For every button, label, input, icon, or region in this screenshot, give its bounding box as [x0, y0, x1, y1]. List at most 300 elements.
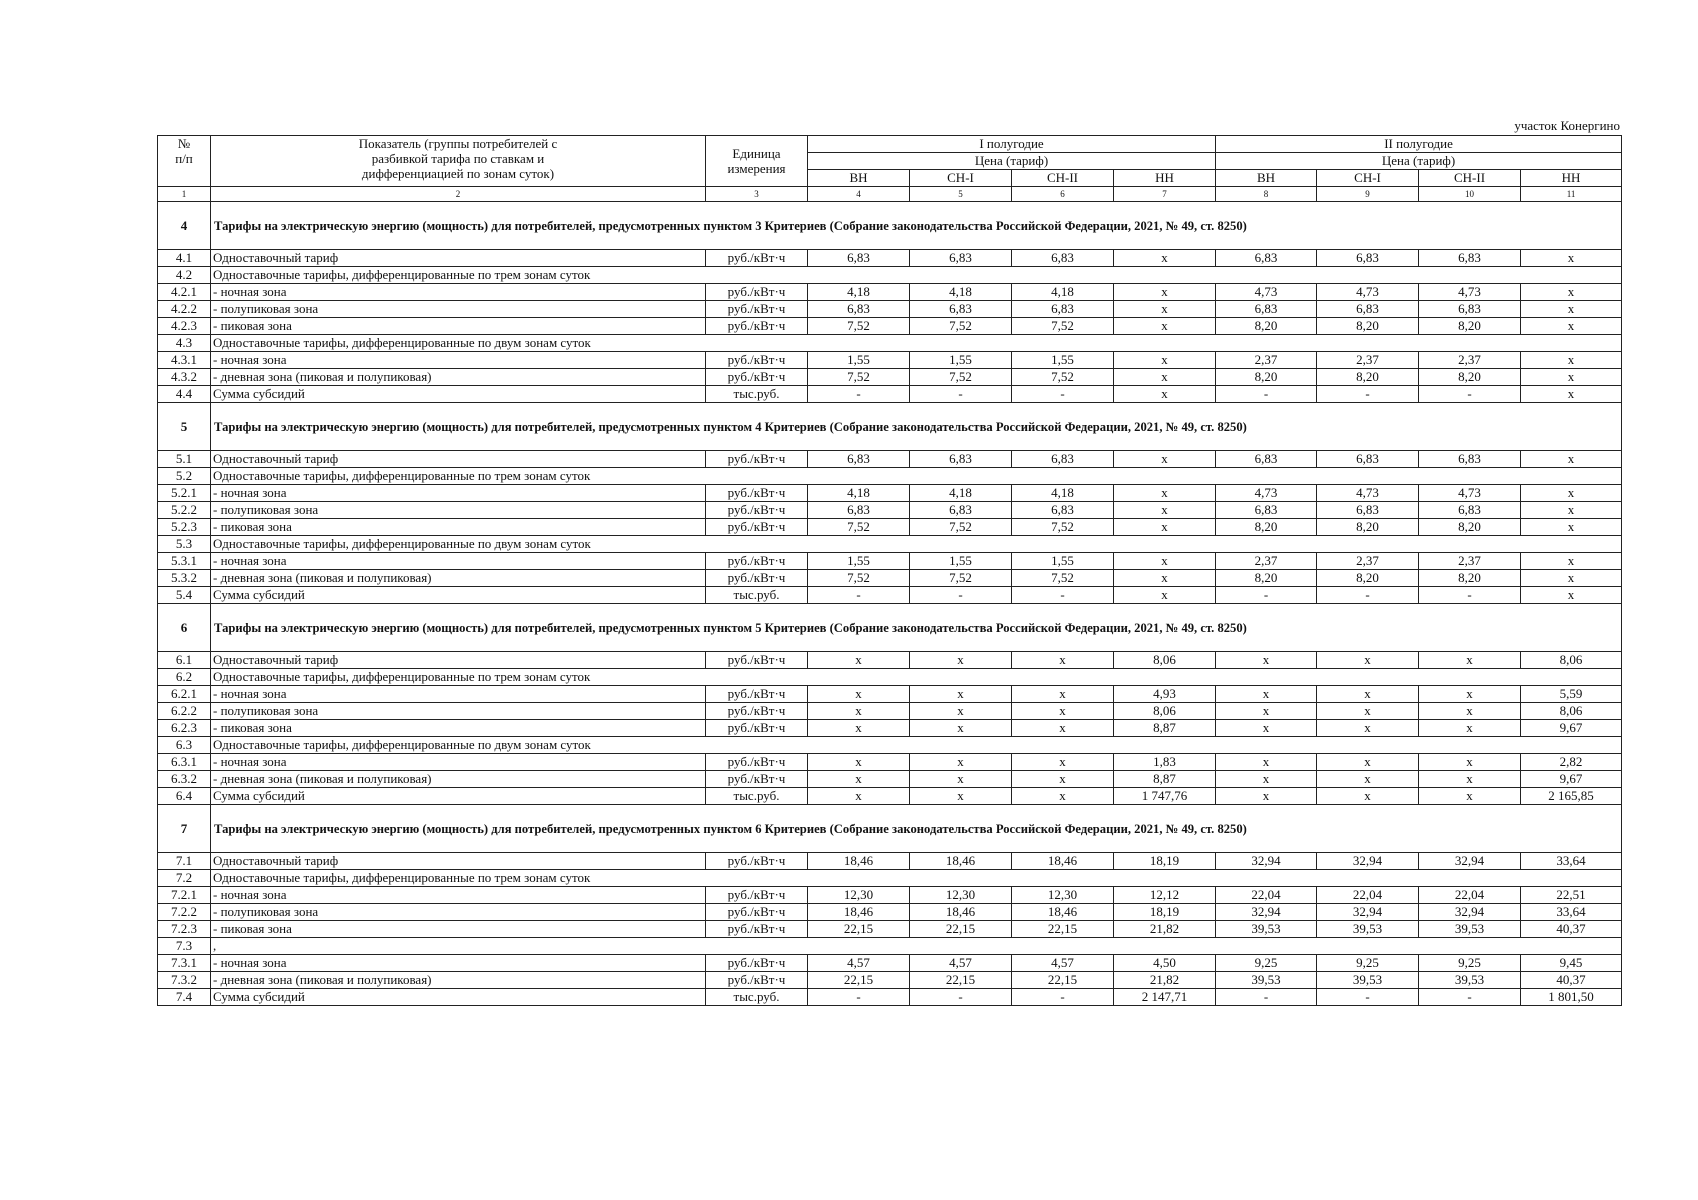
row-number: 4.4 — [158, 386, 211, 403]
value-cell: x — [1521, 250, 1622, 267]
value-cell: 9,67 — [1521, 720, 1622, 737]
value-cell: 4,73 — [1317, 485, 1419, 502]
section-number: 7 — [158, 805, 211, 853]
subheading-label: Одноставочные тарифы, дифференцированные по трем зонам суток — [211, 669, 1622, 686]
value-cell: 12,12 — [1114, 887, 1216, 904]
row-label: - ночная зона — [211, 686, 706, 703]
row-label: - полупиковая зона — [211, 301, 706, 318]
header-indicator: Показатель (группы потребителей с разбивкой тарифа по ставкам и дифференциацией по зонам суток) — [211, 136, 706, 187]
value-cell: 8,20 — [1317, 570, 1419, 587]
row-number: 7.1 — [158, 853, 211, 870]
location-label: участок Конергино — [1514, 118, 1620, 133]
row-number: 5.2.1 — [158, 485, 211, 502]
tariff-table — [157, 135, 1622, 1006]
row-number: 6.4 — [158, 788, 211, 805]
value-cell: 32,94 — [1419, 853, 1521, 870]
row-number: 4.2.3 — [158, 318, 211, 335]
value-cell: 6,83 — [1216, 502, 1317, 519]
row-unit: руб./кВт·ч — [706, 686, 808, 703]
table-row — [158, 989, 1622, 1006]
table-row — [158, 788, 1622, 805]
value-cell: 22,15 — [910, 972, 1012, 989]
section-title: Тарифы на электрическую энергию (мощность) для потребителей, предусмотренных пунктом 5 Критериев (Собрание законодательства Российской Федерации, 2021, № 49, ст. 8250) — [211, 604, 1622, 652]
row-number: 6.2 — [158, 669, 211, 686]
value-cell: x — [910, 771, 1012, 788]
table-row — [158, 386, 1622, 403]
header-level: СН-II — [1012, 170, 1114, 187]
row-label: - полупиковая зона — [211, 502, 706, 519]
value-cell: 8,06 — [1521, 703, 1622, 720]
value-cell: x — [1216, 652, 1317, 669]
value-cell: 2,37 — [1317, 553, 1419, 570]
value-cell: 7,52 — [910, 519, 1012, 536]
value-cell: 9,25 — [1317, 955, 1419, 972]
row-unit: руб./кВт·ч — [706, 972, 808, 989]
table-row — [158, 703, 1622, 720]
value-cell: 22,04 — [1419, 887, 1521, 904]
table-row — [158, 451, 1622, 468]
value-cell: - — [1012, 989, 1114, 1006]
subheading-label: Одноставочные тарифы, дифференцированные по двум зонам суток — [211, 737, 1622, 754]
column-number: 4 — [808, 187, 910, 202]
row-unit: руб./кВт·ч — [706, 301, 808, 318]
row-number: 5.3.1 — [158, 553, 211, 570]
column-number: 1 — [158, 187, 211, 202]
value-cell: 40,37 — [1521, 921, 1622, 938]
row-number: 5.3 — [158, 536, 211, 553]
value-cell: x — [1114, 570, 1216, 587]
subheading-row — [158, 737, 1622, 754]
row-label: - дневная зона (пиковая и полупиковая) — [211, 771, 706, 788]
value-cell: 18,46 — [910, 904, 1012, 921]
value-cell: 22,15 — [1012, 921, 1114, 938]
column-number: 5 — [910, 187, 1012, 202]
table-row — [158, 720, 1622, 737]
value-cell: 8,20 — [1317, 318, 1419, 335]
row-unit: руб./кВт·ч — [706, 652, 808, 669]
value-cell: 6,83 — [1419, 301, 1521, 318]
section-row — [158, 604, 1622, 652]
row-label: - ночная зона — [211, 955, 706, 972]
value-cell: 22,04 — [1317, 887, 1419, 904]
value-cell: 4,57 — [1012, 955, 1114, 972]
column-number: 3 — [706, 187, 808, 202]
row-number: 5.1 — [158, 451, 211, 468]
value-cell: x — [1012, 703, 1114, 720]
row-number: 7.3 — [158, 938, 211, 955]
row-number: 5.4 — [158, 587, 211, 604]
row-number: 6.2.2 — [158, 703, 211, 720]
header-half-2: II полугодие — [1216, 136, 1622, 153]
row-unit: руб./кВт·ч — [706, 853, 808, 870]
row-unit: руб./кВт·ч — [706, 570, 808, 587]
value-cell: 22,15 — [1012, 972, 1114, 989]
value-cell: x — [808, 720, 910, 737]
section-row — [158, 403, 1622, 451]
table-row — [158, 284, 1622, 301]
value-cell: 1,55 — [910, 553, 1012, 570]
value-cell: 39,53 — [1317, 972, 1419, 989]
value-cell: 12,30 — [1012, 887, 1114, 904]
subheading-label: Одноставочные тарифы, дифференцированные по двум зонам суток — [211, 335, 1622, 352]
value-cell: x — [1216, 771, 1317, 788]
row-unit: тыс.руб. — [706, 386, 808, 403]
value-cell: 33,64 — [1521, 904, 1622, 921]
value-cell: 8,20 — [1419, 570, 1521, 587]
header-half-1: I полугодие — [808, 136, 1216, 153]
row-unit: руб./кВт·ч — [706, 369, 808, 386]
value-cell: 1 747,76 — [1114, 788, 1216, 805]
table-body — [158, 202, 1622, 1006]
value-cell: 32,94 — [1317, 853, 1419, 870]
value-cell: 8,06 — [1114, 652, 1216, 669]
value-cell: x — [1521, 553, 1622, 570]
value-cell: 6,83 — [1419, 502, 1521, 519]
value-cell: x — [1216, 754, 1317, 771]
header-level: ВН — [1216, 170, 1317, 187]
value-cell: 4,18 — [808, 284, 910, 301]
row-number: 4.2.1 — [158, 284, 211, 301]
row-unit: руб./кВт·ч — [706, 352, 808, 369]
value-cell: x — [1012, 788, 1114, 805]
value-cell: 6,83 — [1012, 301, 1114, 318]
row-number: 6.3 — [158, 737, 211, 754]
value-cell: 2,37 — [1216, 352, 1317, 369]
value-cell: 1,55 — [808, 352, 910, 369]
value-cell: x — [1012, 754, 1114, 771]
value-cell: 4,73 — [1216, 485, 1317, 502]
value-cell: x — [1317, 788, 1419, 805]
row-number: 7.2 — [158, 870, 211, 887]
value-cell: 18,19 — [1114, 904, 1216, 921]
subheading-row — [158, 536, 1622, 553]
value-cell: 6,83 — [910, 250, 1012, 267]
value-cell: x — [910, 720, 1012, 737]
value-cell: 6,83 — [1317, 451, 1419, 468]
table-row — [158, 485, 1622, 502]
row-label: - ночная зона — [211, 284, 706, 301]
value-cell: x — [1521, 352, 1622, 369]
value-cell: 39,53 — [1419, 921, 1521, 938]
value-cell: 33,64 — [1521, 853, 1622, 870]
value-cell: 8,20 — [1419, 519, 1521, 536]
row-label: Сумма субсидий — [211, 587, 706, 604]
value-cell: 4,73 — [1419, 485, 1521, 502]
value-cell: x — [1114, 502, 1216, 519]
table-row — [158, 652, 1622, 669]
row-number: 4.2 — [158, 267, 211, 284]
value-cell: x — [1114, 553, 1216, 570]
value-cell: 6,83 — [1216, 250, 1317, 267]
value-cell: 6,83 — [808, 301, 910, 318]
value-cell: 4,18 — [808, 485, 910, 502]
row-number: 7.2.3 — [158, 921, 211, 938]
value-cell: - — [808, 587, 910, 604]
value-cell: x — [1521, 386, 1622, 403]
row-unit: тыс.руб. — [706, 587, 808, 604]
value-cell: 8,20 — [1216, 318, 1317, 335]
value-cell: 4,18 — [1012, 485, 1114, 502]
value-cell: x — [910, 788, 1012, 805]
table-row — [158, 570, 1622, 587]
table-row — [158, 519, 1622, 536]
value-cell: - — [910, 989, 1012, 1006]
value-cell: 6,83 — [1012, 250, 1114, 267]
value-cell: 22,15 — [910, 921, 1012, 938]
value-cell: - — [1216, 386, 1317, 403]
value-cell: x — [1521, 570, 1622, 587]
value-cell: x — [1012, 720, 1114, 737]
value-cell: x — [1419, 720, 1521, 737]
value-cell: 22,51 — [1521, 887, 1622, 904]
row-number: 5.2 — [158, 468, 211, 485]
value-cell: - — [808, 989, 910, 1006]
value-cell: x — [1419, 686, 1521, 703]
value-cell: - — [1317, 587, 1419, 604]
section-title: Тарифы на электрическую энергию (мощность) для потребителей, предусмотренных пунктом 3 Критериев (Собрание законодательства Российской Федерации, 2021, № 49, ст. 8250) — [211, 202, 1622, 250]
value-cell: x — [1521, 284, 1622, 301]
value-cell: 2 147,71 — [1114, 989, 1216, 1006]
value-cell: 18,46 — [1012, 853, 1114, 870]
value-cell: 7,52 — [910, 570, 1012, 587]
value-cell: 32,94 — [1317, 904, 1419, 921]
header-unit: Единица измерения — [706, 136, 808, 187]
value-cell: x — [1216, 686, 1317, 703]
table-row — [158, 921, 1622, 938]
value-cell: x — [1114, 451, 1216, 468]
value-cell: 8,20 — [1317, 369, 1419, 386]
row-unit: руб./кВт·ч — [706, 284, 808, 301]
value-cell: 39,53 — [1317, 921, 1419, 938]
value-cell: 8,20 — [1419, 318, 1521, 335]
row-number: 6.1 — [158, 652, 211, 669]
value-cell: x — [1521, 519, 1622, 536]
value-cell: 7,52 — [808, 318, 910, 335]
column-number: 11 — [1521, 187, 1622, 202]
value-cell: 8,20 — [1419, 369, 1521, 386]
row-label: - ночная зона — [211, 553, 706, 570]
value-cell: 9,25 — [1419, 955, 1521, 972]
value-cell: 4,73 — [1419, 284, 1521, 301]
row-number: 7.3.2 — [158, 972, 211, 989]
value-cell: x — [1114, 369, 1216, 386]
value-cell: x — [910, 754, 1012, 771]
value-cell: x — [1419, 652, 1521, 669]
row-unit: руб./кВт·ч — [706, 754, 808, 771]
value-cell: x — [1419, 771, 1521, 788]
value-cell: 18,46 — [1012, 904, 1114, 921]
section-title: Тарифы на электрическую энергию (мощность) для потребителей, предусмотренных пунктом 4 Критериев (Собрание законодательства Российской Федерации, 2021, № 49, ст. 8250) — [211, 403, 1622, 451]
row-label: Одноставочный тариф — [211, 853, 706, 870]
subheading-label: Одноставочные тарифы, дифференцированные по трем зонам суток — [211, 468, 1622, 485]
value-cell: - — [1012, 587, 1114, 604]
row-label: Одноставочный тариф — [211, 652, 706, 669]
value-cell: 18,19 — [1114, 853, 1216, 870]
header-price-1: Цена (тариф) — [808, 153, 1216, 170]
row-label: - пиковая зона — [211, 519, 706, 536]
table-row — [158, 318, 1622, 335]
value-cell: 22,15 — [808, 972, 910, 989]
value-cell: x — [1216, 703, 1317, 720]
value-cell: - — [1419, 587, 1521, 604]
value-cell: 6,83 — [910, 502, 1012, 519]
value-cell: 32,94 — [1216, 853, 1317, 870]
subheading-label: Одноставочные тарифы, дифференцированные по трем зонам суток — [211, 870, 1622, 887]
row-unit: руб./кВт·ч — [706, 887, 808, 904]
value-cell: x — [1419, 788, 1521, 805]
value-cell: - — [910, 386, 1012, 403]
subheading-row — [158, 267, 1622, 284]
value-cell: - — [1419, 989, 1521, 1006]
value-cell: 32,94 — [1419, 904, 1521, 921]
value-cell: 18,46 — [910, 853, 1012, 870]
row-unit: руб./кВт·ч — [706, 318, 808, 335]
value-cell: 5,59 — [1521, 686, 1622, 703]
row-number: 7.2.1 — [158, 887, 211, 904]
section-row — [158, 805, 1622, 853]
value-cell: 6,83 — [1317, 502, 1419, 519]
value-cell: 21,82 — [1114, 921, 1216, 938]
row-number: 6.3.1 — [158, 754, 211, 771]
value-cell: x — [808, 652, 910, 669]
row-label: - дневная зона (пиковая и полупиковая) — [211, 570, 706, 587]
value-cell: 7,52 — [808, 369, 910, 386]
value-cell: 32,94 — [1216, 904, 1317, 921]
row-label: - ночная зона — [211, 754, 706, 771]
table-row — [158, 587, 1622, 604]
subheading-row — [158, 938, 1622, 955]
value-cell: 39,53 — [1216, 921, 1317, 938]
value-cell: x — [808, 771, 910, 788]
value-cell: x — [1114, 301, 1216, 318]
header-level: СН-I — [1317, 170, 1419, 187]
row-unit: руб./кВт·ч — [706, 451, 808, 468]
table-row — [158, 904, 1622, 921]
value-cell: x — [808, 703, 910, 720]
value-cell: x — [808, 788, 910, 805]
value-cell: 1,55 — [910, 352, 1012, 369]
row-label: - полупиковая зона — [211, 904, 706, 921]
value-cell: x — [910, 686, 1012, 703]
value-cell: 6,83 — [808, 250, 910, 267]
section-row — [158, 202, 1622, 250]
value-cell: x — [1419, 703, 1521, 720]
value-cell: 6,83 — [1216, 451, 1317, 468]
row-number: 4.3.1 — [158, 352, 211, 369]
value-cell: 1,83 — [1114, 754, 1216, 771]
value-cell: 8,20 — [1216, 570, 1317, 587]
row-unit: руб./кВт·ч — [706, 502, 808, 519]
value-cell: x — [1114, 485, 1216, 502]
header-level: СН-I — [910, 170, 1012, 187]
row-number: 4.1 — [158, 250, 211, 267]
header-level: НН — [1521, 170, 1622, 187]
row-label: - пиковая зона — [211, 318, 706, 335]
row-unit: руб./кВт·ч — [706, 955, 808, 972]
value-cell: - — [1419, 386, 1521, 403]
row-number: 5.2.2 — [158, 502, 211, 519]
value-cell: 40,37 — [1521, 972, 1622, 989]
value-cell: 6,83 — [1012, 451, 1114, 468]
value-cell: 7,52 — [910, 369, 1012, 386]
value-cell: 6,83 — [910, 301, 1012, 318]
value-cell: - — [910, 587, 1012, 604]
row-label: - пиковая зона — [211, 921, 706, 938]
value-cell: 6,83 — [1317, 250, 1419, 267]
row-unit: руб./кВт·ч — [706, 703, 808, 720]
value-cell: 12,30 — [808, 887, 910, 904]
row-label: Сумма субсидий — [211, 989, 706, 1006]
value-cell: - — [1317, 386, 1419, 403]
value-cell: 7,52 — [1012, 369, 1114, 386]
value-cell: 2,37 — [1419, 553, 1521, 570]
value-cell: 1,55 — [1012, 352, 1114, 369]
value-cell: 9,67 — [1521, 771, 1622, 788]
value-cell: x — [1114, 587, 1216, 604]
row-number: 7.2.2 — [158, 904, 211, 921]
table-row — [158, 853, 1622, 870]
value-cell: x — [1317, 754, 1419, 771]
value-cell: 7,52 — [808, 519, 910, 536]
row-number: 5.3.2 — [158, 570, 211, 587]
value-cell: 7,52 — [910, 318, 1012, 335]
value-cell: 8,87 — [1114, 771, 1216, 788]
row-label: Одноставочный тариф — [211, 250, 706, 267]
table-row — [158, 955, 1622, 972]
value-cell: 22,15 — [808, 921, 910, 938]
value-cell: x — [1216, 720, 1317, 737]
row-label: Сумма субсидий — [211, 386, 706, 403]
value-cell: - — [1216, 587, 1317, 604]
subheading-row — [158, 870, 1622, 887]
table-row — [158, 301, 1622, 318]
row-label: - ночная зона — [211, 485, 706, 502]
row-label: - дневная зона (пиковая и полупиковая) — [211, 972, 706, 989]
table-row — [158, 771, 1622, 788]
subheading-label: , — [211, 938, 1622, 955]
value-cell: 2,82 — [1521, 754, 1622, 771]
subheading-label: Одноставочные тарифы, дифференцированные по трем зонам суток — [211, 267, 1622, 284]
row-unit: руб./кВт·ч — [706, 720, 808, 737]
value-cell: 9,25 — [1216, 955, 1317, 972]
value-cell: x — [1317, 652, 1419, 669]
row-number: 4.3.2 — [158, 369, 211, 386]
value-cell: x — [1114, 284, 1216, 301]
value-cell: x — [808, 754, 910, 771]
value-cell: x — [1317, 686, 1419, 703]
value-cell: 8,87 — [1114, 720, 1216, 737]
value-cell: x — [1012, 771, 1114, 788]
value-cell: x — [1521, 587, 1622, 604]
subheading-row — [158, 468, 1622, 485]
value-cell: x — [1012, 686, 1114, 703]
value-cell: 39,53 — [1419, 972, 1521, 989]
value-cell: - — [1317, 989, 1419, 1006]
row-unit: тыс.руб. — [706, 989, 808, 1006]
row-number: 7.3.1 — [158, 955, 211, 972]
header-level: СН-II — [1419, 170, 1521, 187]
value-cell: 2,37 — [1317, 352, 1419, 369]
row-number: 7.4 — [158, 989, 211, 1006]
value-cell: 7,52 — [808, 570, 910, 587]
row-number: 4.3 — [158, 335, 211, 352]
value-cell: 6,83 — [1419, 451, 1521, 468]
value-cell: x — [910, 652, 1012, 669]
value-cell: 1,55 — [808, 553, 910, 570]
value-cell: 4,18 — [910, 485, 1012, 502]
row-unit: руб./кВт·ч — [706, 771, 808, 788]
row-unit: руб./кВт·ч — [706, 250, 808, 267]
